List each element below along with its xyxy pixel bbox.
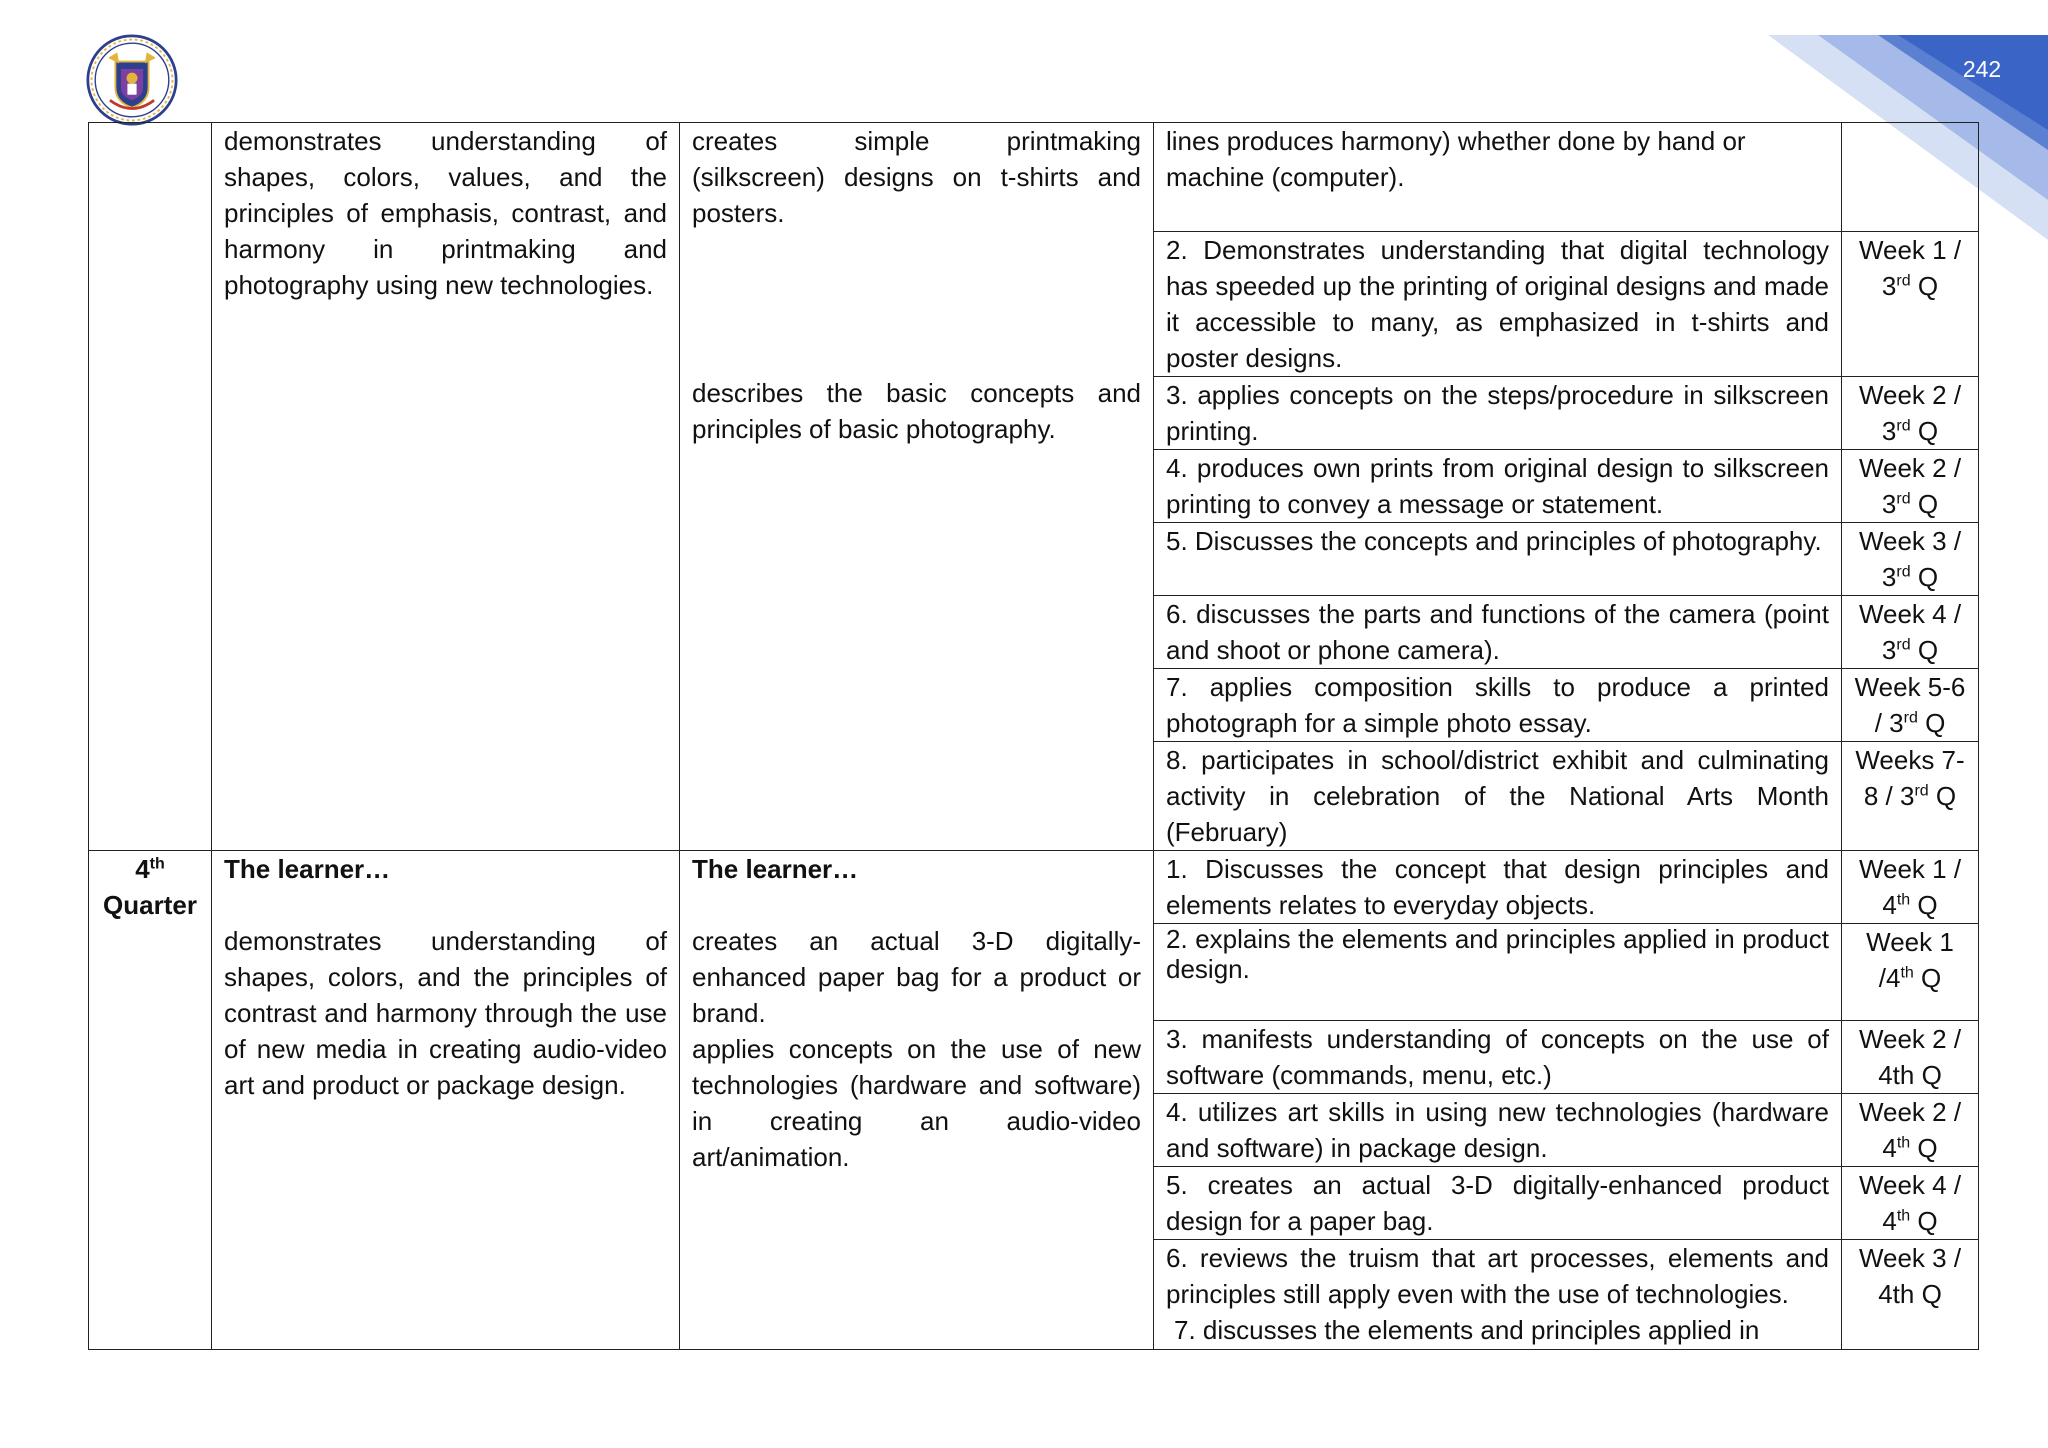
- competency-text: 4. produces own prints from original design to silkscreen printing to convey a message or statement.: [1166, 453, 1829, 519]
- week-text: Week 2 / 3: [1858, 380, 1962, 446]
- competency-cell: [1154, 523, 1842, 596]
- week-cell: [1842, 523, 1979, 596]
- quarter-cell: [89, 123, 212, 851]
- ordinal-suffix: rd: [1914, 782, 1929, 800]
- week-quarter-label: Q: [1925, 708, 1946, 738]
- week-cell: [1842, 851, 1979, 924]
- competency-text: 2. explains the elements and principles applied in product design.: [1166, 924, 1829, 984]
- week-quarter-label: Q: [1917, 890, 1938, 920]
- week-cell: [1842, 232, 1979, 377]
- competency-cell: [1154, 924, 1842, 1021]
- ordinal-suffix: rd: [1903, 709, 1918, 727]
- competency-text: 5. Discusses the concepts and principles of photography.: [1166, 526, 1822, 556]
- ordinal-suffix: rd: [1896, 563, 1911, 581]
- week-text: Week 4 / 4: [1858, 1170, 1962, 1236]
- content-standard-text: demonstrates understanding of shapes, colors, values, and the principles of emphasis, contrast, and harmony in printmaking and photography using new technologies.: [224, 126, 667, 300]
- ordinal-suffix: th: [1896, 1134, 1911, 1152]
- ordinal-suffix: rd: [1896, 272, 1911, 290]
- competency-text: 1. Discusses the concept that design principles and elements relates to everyday objects.: [1166, 854, 1829, 920]
- week-quarter-label: Q: [1921, 963, 1942, 993]
- week-cell: [1842, 1240, 1979, 1350]
- week-text: Week 1 / 3: [1858, 235, 1962, 301]
- performance-standard-text: creates an actual 3-D digitally-enhanced paper bag for a product or brand.: [692, 926, 1141, 1028]
- week-quarter-label: Q: [1917, 562, 1939, 592]
- ordinal-suffix: th: [149, 855, 165, 873]
- week-quarter-label: Q: [1917, 1206, 1938, 1236]
- week-cell: [1842, 742, 1979, 851]
- competency-text: 8. participates in school/district exhibit and culminating activity in celebration of the National Arts Month (February): [1166, 745, 1829, 847]
- week-text: Week 1 /4: [1866, 927, 1954, 993]
- competency-text: 4. utilizes art skills in using new technologies (hardware and software) in package design.: [1166, 1097, 1829, 1163]
- week-cell: [1842, 924, 1979, 1021]
- performance-standard-text: describes the basic concepts and principles of basic photography.: [692, 378, 1141, 444]
- competency-text: 6. reviews the truism that art processes, elements and principles still apply even with the use of technologies.: [1166, 1243, 1829, 1309]
- table-row: [89, 123, 1979, 232]
- competency-text: 7. applies composition skills to produce a printed photograph for a simple photo essay.: [1166, 672, 1829, 738]
- learner-label: The learner…: [224, 854, 391, 884]
- week-cell: [1842, 1167, 1979, 1240]
- competency-cell: [1154, 1021, 1842, 1094]
- performance-standard-cell: [680, 123, 1154, 851]
- week-quarter-label: Q: [1917, 489, 1939, 519]
- competency-cell: [1154, 742, 1842, 851]
- competency-cell: [1154, 596, 1842, 669]
- week-cell: [1842, 1021, 1979, 1094]
- competency-cell: [1154, 1167, 1842, 1240]
- week-text: Week 3 / 3: [1858, 526, 1962, 592]
- ordinal-suffix: th: [1896, 1207, 1911, 1225]
- competency-cell: [1154, 669, 1842, 742]
- performance-standard-text: creates simple printmaking (silkscreen) designs on t-shirts and posters.: [692, 126, 1141, 228]
- week-cell: [1842, 123, 1979, 232]
- week-text: Week 3 / 4th Q: [1858, 1243, 1962, 1309]
- week-quarter-label: Q: [1935, 781, 1957, 811]
- content-standard-cell: [212, 851, 680, 1350]
- week-text: Week 2 / 4: [1858, 1097, 1962, 1163]
- week-text: Week 5-6 / 3: [1854, 672, 1966, 738]
- ordinal-suffix: th: [1896, 891, 1911, 909]
- performance-standard-cell: [680, 851, 1154, 1350]
- content-standard-text: demonstrates understanding of shapes, colors, and the principles of contrast and harmony through the use of new media in creating audio-video art and product or package design.: [224, 926, 667, 1100]
- competency-cell: [1154, 1094, 1842, 1167]
- competency-text: 7. discusses the elements and principles applied in: [1174, 1315, 1760, 1345]
- curriculum-table: [88, 122, 1979, 1350]
- quarter-cell: [89, 851, 212, 1350]
- week-quarter-label: Q: [1917, 1133, 1938, 1163]
- content-standard-cell: [212, 123, 680, 851]
- week-text: Week 2 / 3: [1858, 453, 1962, 519]
- ordinal-suffix: rd: [1896, 490, 1911, 508]
- competency-cell: [1154, 450, 1842, 523]
- quarter-number: 4: [135, 854, 150, 884]
- competency-text: 3. applies concepts on the steps/procedure in silkscreen printing.: [1166, 380, 1829, 446]
- competency-text: 6. discusses the parts and functions of the camera (point and shoot or phone camera).: [1166, 599, 1829, 665]
- competency-text: 3. manifests understanding of concepts on the use of software (commands, menu, etc.): [1166, 1024, 1829, 1090]
- week-text: Week 1 / 4: [1858, 854, 1962, 920]
- competency-cell: [1154, 377, 1842, 450]
- performance-standard-text: applies concepts on the use of new technologies (hardware and software) in creating an audio-video art/animation.: [692, 1034, 1141, 1172]
- competency-text: 2. Demonstrates understanding that digital technology has speeded up the printing of original designs and made it accessible to many, as emphasized in t-shirts and poster designs.: [1166, 235, 1829, 373]
- week-quarter-label: Q: [1917, 271, 1939, 301]
- table-row: [89, 851, 1979, 924]
- learner-label: The learner…: [692, 854, 859, 884]
- competency-cell: [1154, 1240, 1842, 1349]
- week-text: Week 2 / 4th Q: [1858, 1024, 1962, 1090]
- competency-cell: [1154, 1349, 1842, 1350]
- week-cell: [1842, 450, 1979, 523]
- week-quarter-label: Q: [1917, 416, 1939, 446]
- week-text: Week 4 / 3: [1858, 599, 1962, 665]
- ordinal-suffix: rd: [1896, 636, 1911, 654]
- quarter-word: Quarter: [103, 890, 197, 920]
- ordinal-suffix: rd: [1896, 417, 1911, 435]
- week-cell: [1842, 1094, 1979, 1167]
- week-text: Weeks 7-8 / 3: [1855, 745, 1965, 811]
- deped-seal-logo: [86, 34, 178, 126]
- week-cell: [1842, 669, 1979, 742]
- page-number: 242: [1962, 56, 2002, 82]
- week-cell: [1842, 596, 1979, 669]
- competency-cell: [1154, 232, 1842, 377]
- competency-cell: [1154, 123, 1842, 232]
- competency-cell: [1154, 851, 1842, 924]
- ordinal-suffix: th: [1900, 964, 1914, 982]
- competency-text: lines produces harmony) whether done by hand or machine (computer).: [1166, 126, 1746, 192]
- competency-text: 5. creates an actual 3-D digitally-enhanced product design for a paper bag.: [1166, 1170, 1829, 1236]
- week-quarter-label: Q: [1917, 635, 1939, 665]
- week-cell: [1842, 377, 1979, 450]
